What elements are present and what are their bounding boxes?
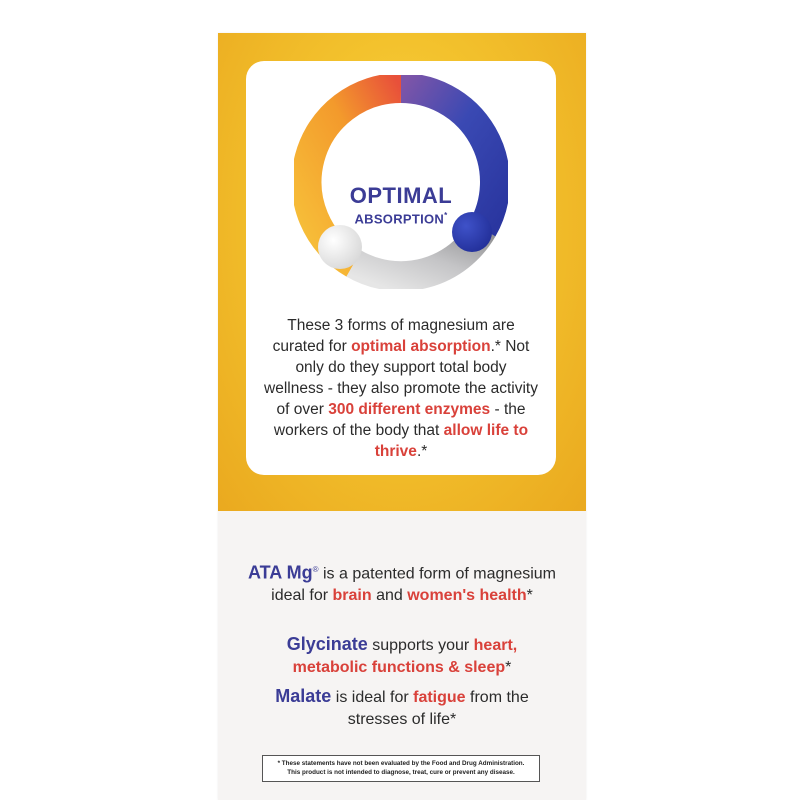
badge-title: OPTIMAL — [349, 183, 453, 208]
feature-malate: Malate is ideal for fatigue from the stresses of life* — [275, 686, 529, 728]
highlight-optimal-absorption: optimal absorption — [351, 338, 491, 355]
highlight-life-thrive: allow life to thrive — [374, 422, 529, 460]
yellow-panel — [218, 33, 586, 511]
term-glycinate: Glycinate — [286, 634, 368, 654]
highlight-enzymes: 300 different enzymes — [328, 401, 491, 418]
product-box-panel — [218, 33, 586, 800]
features-section — [218, 511, 586, 800]
absorption-card — [246, 61, 556, 475]
feature-glycinate: Glycinate supports your heart, metabolic functions & sleep* — [286, 634, 518, 676]
feature-ata-mg: ATA Mg® is a patented form of magnesium ideal for brain and women's health* — [247, 562, 556, 605]
term-malate: Malate — [275, 686, 332, 706]
registered-mark: ® — [312, 565, 319, 574]
ring-ball-white — [318, 225, 362, 269]
badge-subtitle: ABSORPTION* — [354, 211, 448, 227]
absorption-ring-graphic — [294, 75, 508, 289]
asterisk-mark: * — [444, 211, 448, 220]
intro-paragraph: These 3 forms of magnesium are curated for optimal absorption.* Not only do they support total body wellness - they also promote the activity of over 300 different enzymes - the workers of the body that allow life to thrive.* — [264, 317, 538, 460]
term-ata-mg: ATA Mg — [247, 562, 313, 583]
fda-disclaimer: * These statements have not been evaluated by the Food and Drug Administration. This product is not intended to diagnose, treat, cure or prevent any disease. — [262, 755, 540, 782]
